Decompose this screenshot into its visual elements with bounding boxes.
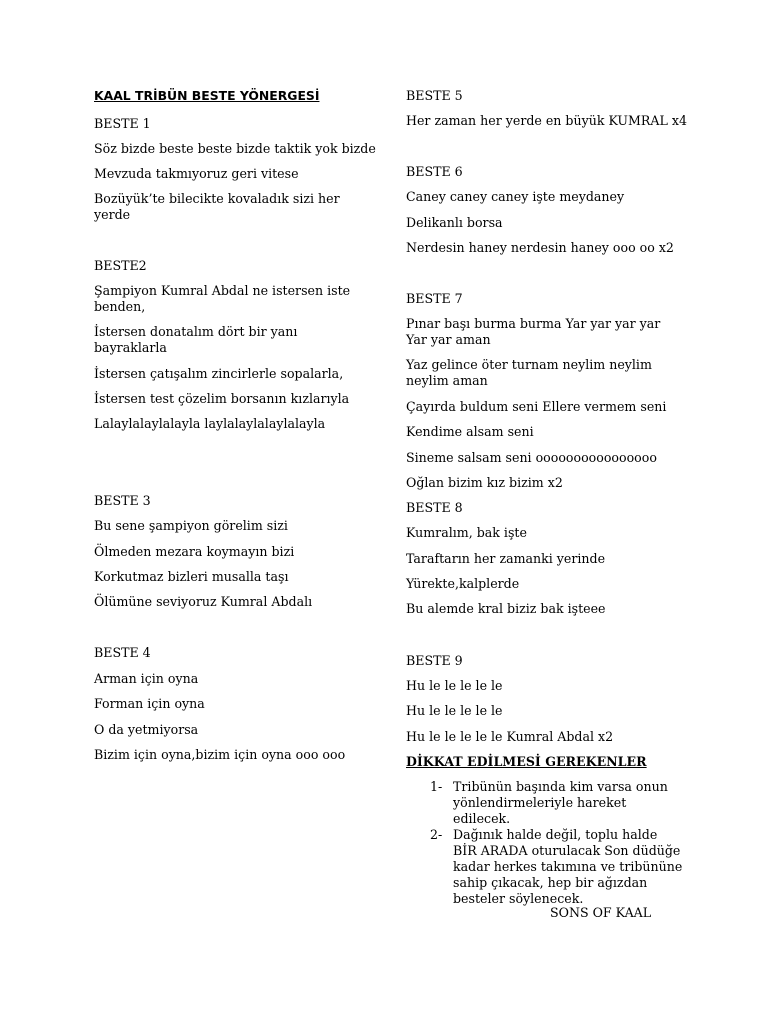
beste-3-line-3: Korkutmaz bizleri musalla taşı	[94, 569, 289, 584]
beste-3-line-1: Bu sene şampiyon görelim sizi	[94, 518, 288, 533]
beste-8-line-2: Taraftarın her zamanki yerinde	[406, 551, 606, 566]
beste-3-heading: BESTE 3	[94, 493, 151, 508]
note-1-text: Tribünün başında kim varsa onun yönlendirmeleriyle hareket edilecek.	[453, 779, 668, 826]
beste-6-heading: BESTE 6	[406, 164, 463, 179]
note-item-2	[430, 827, 683, 907]
beste-4-heading: BESTE 4	[94, 645, 151, 660]
beste-2-line-2: İstersen donatalım dört bir yanı bayraklarla	[94, 324, 298, 355]
beste-3-line-4: Ölümüne seviyoruz Kumral Abdalı	[94, 594, 313, 609]
note-1-number: 1-	[430, 779, 443, 794]
beste-9-line-1: Hu le le le le le	[406, 678, 503, 693]
beste-2-line-1: Şampiyon Kumral Abdal ne istersen iste benden,	[94, 283, 351, 314]
beste-4-line-4: Bizim için oyna,bizim için oyna ooo ooo	[94, 747, 346, 762]
beste-5-heading: BESTE 5	[406, 88, 463, 103]
beste-1-line-1: Söz bizde beste beste bizde taktik yok bizde	[94, 141, 376, 156]
beste-8-line-3: Yürekte,kalplerde	[406, 576, 520, 591]
beste-6-line-3: Nerdesin haney nerdesin haney ooo oo x2	[406, 240, 674, 255]
beste-4-line-3: O da yetmiyorsa	[94, 722, 199, 737]
signature: SONS OF KAAL	[550, 905, 652, 920]
beste-8-line-4: Bu alemde kral biziz bak işteee	[406, 601, 606, 616]
beste-3-line-2: Ölmeden mezara koymayın bizi	[94, 544, 295, 559]
document-title: KAAL TRİBÜN BESTE YÖNERGESİ	[94, 88, 320, 103]
beste-7-heading: BESTE 7	[406, 291, 463, 306]
beste-4-line-1: Arman için oyna	[94, 671, 199, 686]
beste-7-line-1: Pınar başı burma burma Yar yar yar yar Yar yar aman	[406, 316, 661, 347]
beste-7-line-2: Yaz gelince öter turnam neylim neylim neylim aman	[406, 357, 652, 388]
notes-heading: DİKKAT EDİLMESİ GEREKENLER	[406, 754, 647, 769]
beste-9-line-3: Hu le le le le le Kumral Abdal x2	[406, 729, 614, 744]
beste-2-line-5: Lalaylalaylalayla laylalaylalaylalayla	[94, 416, 326, 431]
beste-9-heading: BESTE 9	[406, 653, 463, 668]
beste-5-line-1: Her zaman her yerde en büyük KUMRAL x4	[406, 113, 687, 128]
note-2-text: Dağınık halde değil, toplu halde BİR ARADA oturulacak Son düdüğe kadar herkes takımına ve tribününe sahip çıkacak, hep bir ağızdan besteler söylenecek.	[453, 827, 683, 906]
beste-8-heading: BESTE 8	[406, 500, 463, 515]
beste-4-line-2: Forman için oyna	[94, 696, 205, 711]
beste-6-line-2: Delikanlı borsa	[406, 215, 503, 230]
beste-1-line-2: Mevzuda takmıyoruz geri vitese	[94, 166, 299, 181]
beste-2-line-4: İstersen test çözelim borsanın kızlarıyla	[94, 391, 350, 406]
beste-6-line-1: Caney caney caney işte meydaney	[406, 189, 625, 204]
beste-1-heading: BESTE 1	[94, 116, 151, 131]
beste-7-line-5: Sineme salsam seni oooooooooooooooo	[406, 450, 657, 465]
beste-7-line-6: Oğlan bizim kız bizim x2	[406, 475, 563, 490]
beste-8-line-1: Kumralım, bak işte	[406, 525, 527, 540]
beste-2-heading: BESTE2	[94, 258, 147, 273]
beste-9-line-2: Hu le le le le le	[406, 703, 503, 718]
beste-1-line-3: Bozüyük’te bilecikte kovaladık sizi her yerde	[94, 191, 340, 222]
note-item-1	[430, 779, 680, 827]
beste-7-line-4: Kendime alsam seni	[406, 424, 534, 439]
note-2-number: 2-	[430, 827, 443, 842]
beste-7-line-3: Çayırda buldum seni Ellere vermem seni	[406, 399, 667, 414]
beste-2-line-3: İstersen çatışalım zincirlerle sopalarla,	[94, 366, 344, 381]
